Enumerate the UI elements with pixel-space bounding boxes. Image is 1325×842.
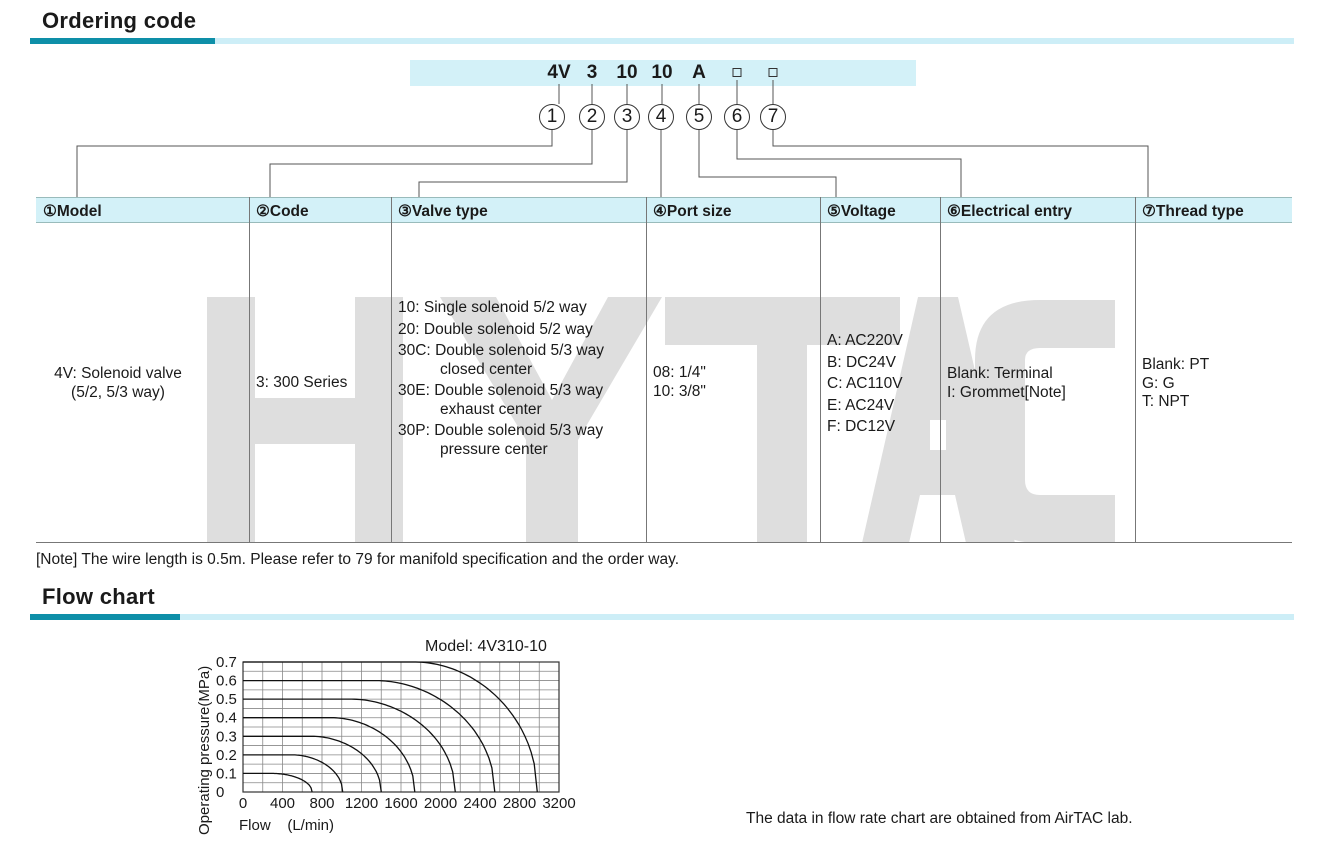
- marker-4: 4: [648, 104, 674, 130]
- y-tick-label: 0.5: [216, 691, 237, 709]
- voltage-item: B: DC24V: [827, 353, 896, 371]
- valve-type-code: 30E:: [398, 382, 430, 399]
- x-tick-label: 800: [309, 795, 335, 812]
- marker-1: 1: [539, 104, 565, 130]
- x-tick-label: 2800: [502, 795, 537, 812]
- y-tick-label: 0.2: [216, 746, 237, 764]
- header-voltage: ⑤Voltage: [827, 203, 896, 220]
- thread-type-item: G: G: [1142, 374, 1175, 392]
- header-code: ②Code: [256, 203, 309, 220]
- code-part-model: 4V: [547, 62, 571, 83]
- x-tick-label: 0: [238, 795, 248, 812]
- valve-type-code: 30C:: [398, 342, 431, 359]
- chart-grid: [243, 662, 559, 792]
- valve-type-text: Double solenoid 5/3 way: [434, 422, 604, 439]
- chart-source-note: The data in flow rate chart are obtained from AirTAC lab.: [746, 810, 1133, 827]
- header-model: ①Model: [43, 203, 102, 220]
- y-tick-label: 0.3: [216, 728, 237, 746]
- header-thread-type: ⑦Thread type: [1142, 203, 1244, 220]
- y-tick-label: 0: [216, 784, 225, 801]
- port-size-item: 08: 1/4": [653, 364, 706, 381]
- chart-title: Model: 4V310-10: [425, 638, 547, 655]
- code-part-port-size: 10: [651, 62, 673, 83]
- x-tick-label: 400: [269, 795, 296, 812]
- valve-type-code: 20:: [398, 320, 420, 338]
- electrical-entry-item: I: Grommet[Note]: [947, 383, 1066, 401]
- x-tick-label: 2400: [463, 795, 497, 812]
- code-part-series: 3: [586, 62, 598, 83]
- thread-type-item: T: NPT: [1142, 393, 1190, 410]
- cell-code: 3: 300 Series: [256, 374, 348, 391]
- marker-3: 3: [614, 104, 640, 130]
- valve-type-text: Single solenoid 5/2 way: [423, 299, 587, 316]
- y-tick-label: 0.6: [216, 672, 237, 690]
- y-tick-label: 0.4: [216, 709, 237, 727]
- header-valve-type: ③Valve type: [398, 203, 488, 220]
- y-tick-labels: [216, 654, 237, 801]
- marker-6: 6: [724, 104, 750, 130]
- header-electrical-entry: ⑥Electrical entry: [947, 203, 1073, 220]
- x-tick-label: 3200: [542, 795, 576, 812]
- valve-type-sub: pressure center: [440, 440, 548, 458]
- voltage-item: F: DC12V: [827, 418, 896, 435]
- x-tick-label: 2000: [423, 795, 458, 812]
- x-axis-label: Flow (L/min): [239, 817, 335, 834]
- code-part-valve-type: 10: [616, 62, 638, 83]
- ordering-code-title: Ordering code: [42, 8, 197, 33]
- voltage-item: A: AC220V: [827, 332, 903, 349]
- marker-2: 2: [579, 104, 605, 130]
- code-part-voltage: A: [692, 62, 706, 83]
- valve-type-sub: exhaust center: [440, 400, 542, 418]
- flow-chart-title: Flow chart: [42, 584, 156, 609]
- thread-type-item: Blank: PT: [1142, 356, 1210, 373]
- x-tick-label: 1600: [384, 795, 418, 812]
- valve-type-sub: closed center: [440, 360, 533, 378]
- valve-type-text: Double solenoid 5/3 way: [434, 382, 604, 399]
- valve-type-text: Double solenoid 5/2 way: [423, 320, 593, 338]
- valve-type-text: Double solenoid 5/3 way: [435, 342, 604, 359]
- y-tick-label: 0.1: [216, 765, 237, 783]
- marker-5: 5: [686, 104, 712, 130]
- valve-type-code: 10:: [398, 299, 420, 316]
- model-line: (5/2, 5/3 way): [71, 383, 165, 401]
- electrical-entry-item: Blank: Terminal: [947, 365, 1053, 382]
- port-size-item: 10: 3/8": [653, 382, 706, 400]
- wire-length-note: [Note] The wire length is 0.5m. Please refer to 79 for manifold specification and the order way.: [36, 551, 680, 568]
- x-tick-label: 1200: [344, 795, 379, 812]
- header-port-size: ④Port size: [653, 203, 732, 220]
- model-line: 4V: Solenoid valve: [54, 365, 182, 382]
- y-axis-label: Operating pressure(MPa): [196, 665, 213, 835]
- marker-7: 7: [760, 104, 786, 130]
- x-tick-labels: [239, 795, 576, 812]
- valve-type-code: 30P:: [398, 422, 430, 439]
- y-tick-label: 0.7: [216, 654, 237, 671]
- voltage-item: E: AC24V: [827, 396, 895, 414]
- voltage-item: C: AC110V: [827, 375, 903, 392]
